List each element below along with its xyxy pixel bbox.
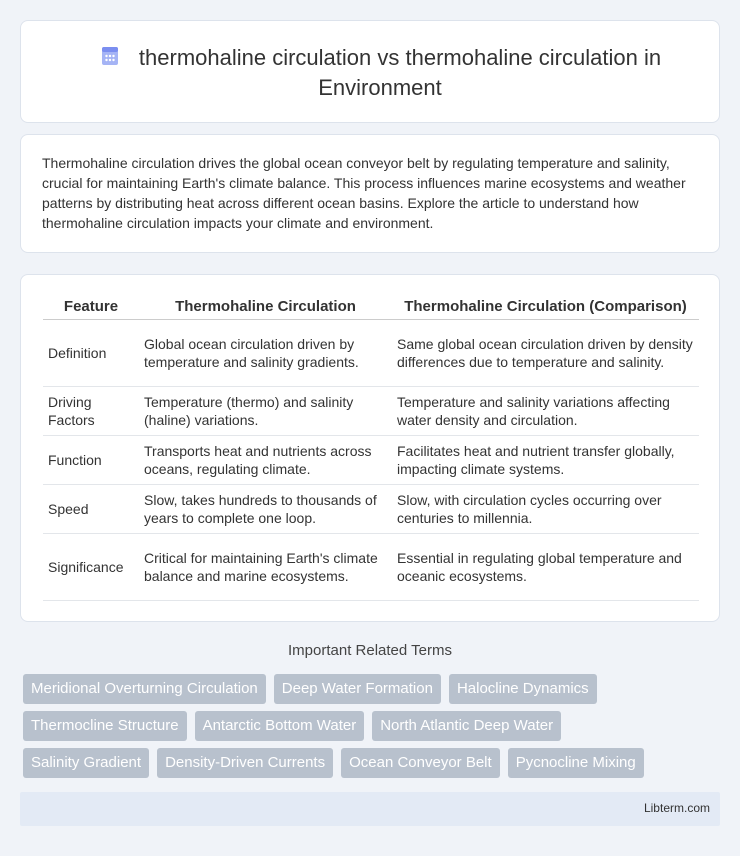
header-thermohaline: Thermohaline Circulation: [139, 293, 392, 320]
table-cell: Transports heat and nutrients across oceans, regulating climate.: [139, 436, 392, 485]
related-terms-title: Important Related Terms: [288, 642, 452, 659]
table-row: [43, 436, 699, 485]
title-card: [20, 20, 720, 123]
page-title-wrap: [61, 43, 699, 103]
comparison-table: [43, 293, 699, 601]
table-row: [43, 320, 699, 387]
table-cell: Global ocean circulation driven by temperature and salinity gradients.: [139, 320, 392, 387]
table-cell: Same global ocean circulation driven by density differences due to temperature and salinity.: [392, 320, 699, 387]
table-cell: Facilitates heat and nutrient transfer globally, impacting climate systems.: [392, 436, 699, 485]
tag-row: [23, 748, 723, 778]
related-term-tag[interactable]: Pycnocline Mixing: [508, 748, 644, 778]
related-term-tag[interactable]: Antarctic Bottom Water: [195, 711, 365, 741]
footer: [20, 792, 720, 826]
related-term-tag[interactable]: Salinity Gradient: [23, 748, 149, 778]
tag-row: [23, 711, 723, 741]
intro-paragraph: Thermohaline circulation drives the global ocean conveyor belt by regulating temperature and salinity, crucial for maintaining Earth's climate balance. This process influences marine ecosystems and weather patterns by distributing heat across different ocean basins. Explore the article to understand how thermohaline circulation impacts your climate and environment.: [42, 155, 686, 231]
table-header-row: [43, 293, 699, 320]
related-term-tag[interactable]: Thermocline Structure: [23, 711, 187, 741]
related-term-tag[interactable]: Density-Driven Currents: [157, 748, 333, 778]
table-row: [43, 534, 699, 601]
related-term-tag[interactable]: Meridional Overturning Circulation: [23, 674, 266, 704]
feature-cell: Significance: [43, 534, 139, 601]
header-comparison: Thermohaline Circulation (Comparison): [392, 293, 699, 320]
document-icon: [99, 45, 121, 67]
table-cell: Temperature and salinity variations affecting water density and circulation.: [392, 387, 699, 436]
page-title: thermohaline circulation vs thermohaline circulation in Environment: [138, 45, 662, 100]
related-term-tag[interactable]: North Atlantic Deep Water: [372, 711, 561, 741]
feature-cell: Definition: [43, 320, 139, 387]
footer-brand-link[interactable]: Libterm.com: [643, 801, 710, 815]
table-cell: Slow, with circulation cycles occurring over centuries to millennia.: [392, 485, 699, 534]
related-term-tag[interactable]: Halocline Dynamics: [449, 674, 597, 704]
table-cell: Essential in regulating global temperature and oceanic ecosystems.: [392, 534, 699, 601]
comparison-card: [20, 274, 720, 622]
tag-row: [23, 674, 723, 704]
header-feature: Feature: [43, 293, 139, 320]
intro-card: [20, 134, 720, 253]
table-cell: Slow, takes hundreds to thousands of years to complete one loop.: [139, 485, 392, 534]
table-row: [43, 485, 699, 534]
related-term-tag[interactable]: Deep Water Formation: [274, 674, 441, 704]
related-terms-list: [23, 674, 723, 785]
table-cell: Critical for maintaining Earth's climate balance and marine ecosystems.: [139, 534, 392, 601]
table-cell: Temperature (thermo) and salinity (haline) variations.: [139, 387, 392, 436]
related-term-tag[interactable]: Ocean Conveyor Belt: [341, 748, 500, 778]
feature-cell: Speed: [43, 485, 139, 534]
feature-cell: Function: [43, 436, 139, 485]
feature-cell: Driving Factors: [43, 387, 139, 436]
table-row: [43, 387, 699, 436]
